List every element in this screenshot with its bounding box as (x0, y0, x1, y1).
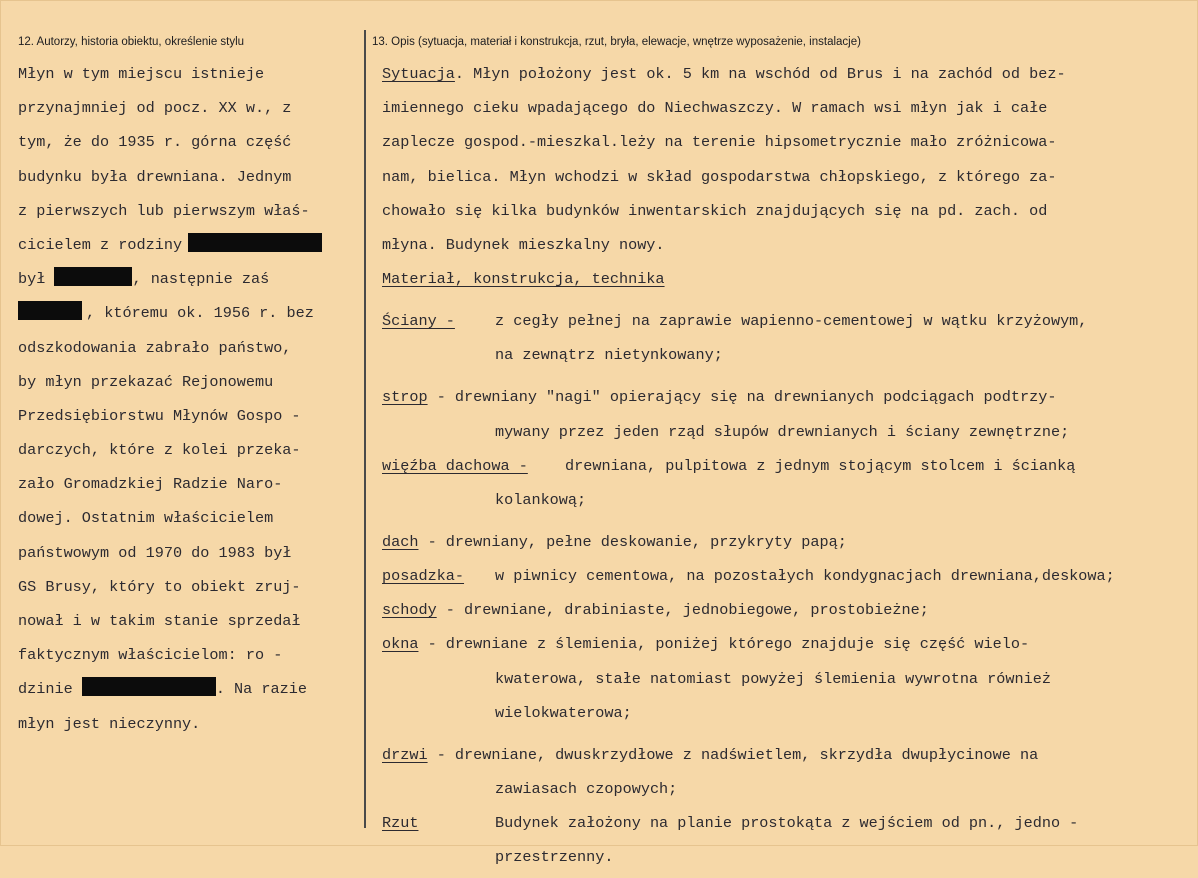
history-text-span: , następnie zaś (132, 270, 270, 289)
description-text-span: w piwnicy cementowa, na pozostałych kondygnacjach drewniana,deskowa; (495, 567, 1115, 586)
history-text-span: . Na razie (215, 680, 307, 699)
history-text-span: był (18, 270, 46, 289)
description-text-span: - drewniane z ślemienia, poniżej którego znajduje się część wielo- (418, 635, 1030, 654)
term-strop: strop (382, 388, 428, 407)
description-text (382, 60, 1188, 878)
right-column-header: 13. Opis (sytuacja, materiał i konstrukcja, rzut, bryła, elewacje, wnętrze wyposażenie, instalacje) (372, 36, 861, 48)
description-line (382, 60, 1188, 94)
section-heading-material: Materiał, konstrukcja, technika (382, 270, 665, 289)
description-text-span: - drewniane, dwuskrzydłowe z nadświetlem, skrzydła dwupłycinowe na (427, 745, 1039, 764)
description-line (382, 528, 1188, 562)
description-line: chowało się kilka budynków inwentarskich znajdujących się na pd. zach. od (382, 201, 1048, 220)
term-schody: schody (382, 601, 437, 620)
term-drzwi: drzwi (382, 745, 428, 764)
term-okna: okna (382, 635, 419, 654)
description-line: przestrzenny. (495, 848, 614, 867)
column-divider (364, 30, 366, 828)
history-line: państwowym od 1970 do 1983 był (18, 543, 292, 562)
left-column-header: 12. Autorzy, historia obiektu, określenie stylu (18, 36, 245, 48)
history-line: by młyn przekazać Rejonowemu (18, 372, 274, 391)
description-line: imiennego cieku wpadającego do Niechwaszczy. W ramach wsi młyn jak i całe (382, 99, 1048, 118)
description-line (382, 809, 1188, 843)
description-line: wielokwaterowa; (495, 703, 632, 722)
term-dach: dach (382, 532, 419, 551)
redaction-bar (54, 267, 132, 286)
history-line: młyn jest nieczynny. (18, 714, 201, 733)
history-line: GS Brusy, który to obiekt zruj- (18, 577, 301, 596)
description-line: nam, bielica. Młyn wchodzi w skład gospodarstwa chłopskiego, z którego za- (382, 167, 1057, 186)
description-text-span: - drewniany, pełne deskowanie, przykryty papą; (418, 532, 847, 551)
description-text-span: drewniana, pulpitowa z jednym stojącym stolcem i ścianką (565, 456, 1076, 475)
description-line (382, 741, 1188, 775)
description-line (382, 265, 1188, 307)
term-posadzka: posadzka- (382, 567, 465, 586)
section-label-sytuacja: Sytuacja (382, 65, 455, 83)
term-wiezba: więźba dachowa - (382, 456, 528, 475)
history-line: z pierwszych lub pierwszym właś- (18, 201, 310, 220)
history-line: Młyn w tym miejscu istnieje (18, 65, 265, 83)
description-line: kwaterowa, stałe natomiast powyżej ślemienia wywrotna również (495, 669, 1051, 688)
description-text-span: . Młyn położony jest ok. 5 km na wschód od Brus i na zachód od bez- (454, 65, 1066, 83)
history-line: tym, że do 1935 r. górna część (18, 133, 292, 152)
history-line (18, 231, 354, 265)
history-line: Przedsiębiorstwu Młynów Gospo - (18, 406, 301, 425)
description-line: młyna. Budynek mieszkalny nowy. (382, 235, 665, 254)
history-line: nował i w takim stanie sprzedał (18, 612, 301, 630)
redaction-bar (18, 301, 82, 320)
history-line: przynajmniej od pocz. XX w., z (18, 99, 292, 118)
history-line: darczych, które z kolei przeka- (18, 441, 301, 460)
redaction-bar (188, 233, 322, 252)
description-text-span: - drewniany "nagi" opierający się na drewnianych podciągach podtrzy- (427, 388, 1057, 407)
description-line (382, 452, 1188, 486)
history-line: dowej. Ostatnim właścicielem (18, 509, 274, 528)
history-line (18, 675, 354, 709)
history-line: zało Gromadzkiej Radzie Naro- (18, 475, 283, 494)
description-line (382, 630, 1188, 664)
description-line: zaplecze gospod.-mieszkal.leży na terenie hipsometrycznie mało zróżnicowa- (382, 133, 1057, 152)
description-line (382, 562, 1188, 596)
description-text-span: - drewniane, drabiniaste, jednobiegowe, prostobieżne; (436, 601, 929, 620)
description-text-span: Budynek założony na planie prostokąta z wejściem od pn., jedno - (495, 814, 1079, 833)
term-sciany: Ściany - (382, 312, 455, 331)
description-line: na zewnątrz nietynkowany; (495, 346, 723, 365)
description-line (382, 307, 1188, 341)
redaction-bar (82, 677, 216, 696)
history-text-span: , któremu ok. 1956 r. bez (86, 304, 314, 323)
description-line: zawiasach czopowych; (495, 780, 678, 798)
history-line: budynku była drewniana. Jednym (18, 167, 292, 186)
description-line: kolankową; (495, 490, 587, 509)
description-line (382, 596, 1188, 630)
description-line: mywany przez jeden rząd słupów drewnianych i ściany zewnętrzne; (495, 422, 1070, 441)
history-text-span: dzinie (18, 680, 73, 699)
history-line (18, 265, 354, 299)
history-text-span: cicielem z rodziny (18, 235, 183, 254)
history-line: faktycznym właścicielom: ro - (18, 646, 283, 665)
history-line (18, 299, 354, 333)
description-line (382, 383, 1188, 417)
term-rzut: Rzut (382, 814, 419, 833)
description-text-span: z cegły pełnej na zaprawie wapienno-cementowej w wątku krzyżowym, (495, 312, 1088, 331)
history-line: odszkodowania zabrało państwo, (18, 338, 292, 357)
history-text (18, 60, 354, 744)
